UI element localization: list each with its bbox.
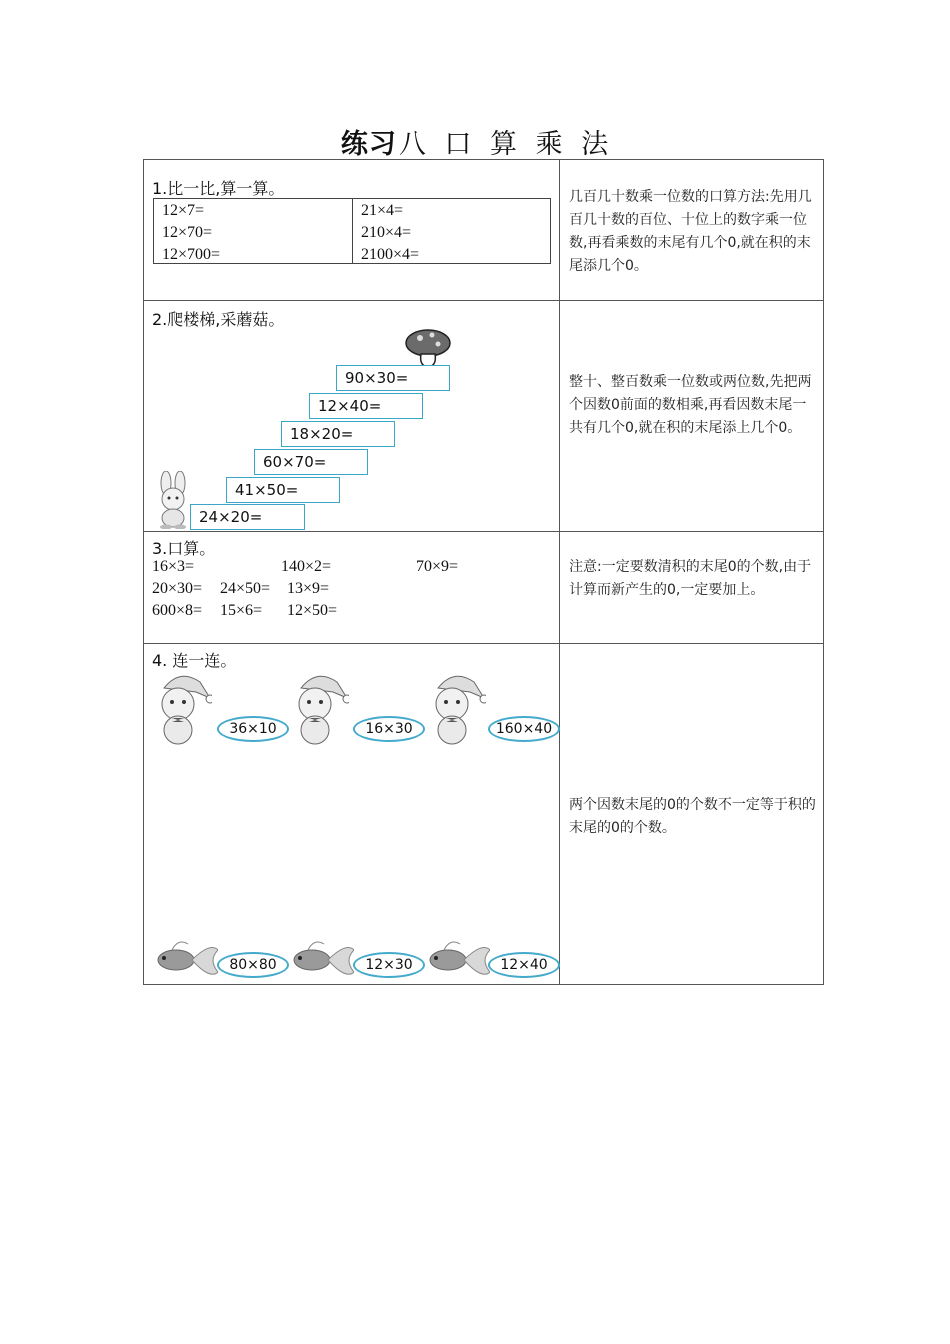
section-stairs	[144, 301, 559, 531]
mushroom-icon	[402, 326, 454, 370]
page-title	[0, 122, 950, 161]
section-4-heading: 4. 连一连。	[152, 651, 237, 670]
calc-item: 70×9=	[416, 558, 459, 575]
compare-item: 210×4=	[361, 224, 412, 241]
factor-oval[interactable]: 12×40	[488, 952, 560, 978]
stair-step: 18×20=	[281, 421, 395, 447]
stair-step: 60×70=	[254, 449, 368, 475]
title-bold: 练习	[340, 129, 397, 160]
section-2-heading: 2.爬楼梯,采蘑菇。	[152, 310, 285, 329]
stair-step: 90×30=	[336, 365, 450, 391]
kitten-icon	[150, 668, 212, 746]
goldfish-icon	[154, 936, 218, 982]
kitten-icon	[287, 668, 349, 746]
compare-box	[153, 198, 551, 264]
calc-item: 600×8=	[152, 602, 203, 619]
exercise-table	[143, 159, 824, 985]
compare-right-column	[361, 200, 419, 266]
rabbit-icon	[150, 471, 198, 529]
calc-item: 12×50=	[287, 602, 338, 619]
title-rest: 八 口 算 乘 法	[398, 129, 610, 160]
tip-4: 两个因数末尾的0的个数不一定等于积的末尾的0的个数。	[569, 797, 816, 836]
calc-item: 20×30=	[152, 580, 203, 597]
compare-item: 12×70=	[162, 224, 213, 241]
product-oval[interactable]: 160×40	[488, 716, 560, 742]
section-mental-math	[144, 532, 559, 643]
stair-step: 41×50=	[226, 477, 340, 503]
compare-left-column	[162, 200, 220, 266]
product-oval[interactable]: 16×30	[353, 716, 425, 742]
tip-3: 注意:一定要数清积的末尾0的个数,由于计算而新产生的0,一定要加上。	[569, 559, 812, 598]
kitten-icon	[424, 668, 486, 746]
section-1-heading: 1.比一比,算一算。	[152, 179, 285, 198]
stair-step: 24×20=	[190, 504, 305, 530]
goldfish-icon	[426, 936, 490, 982]
stair-step: 12×40=	[309, 393, 423, 419]
tip-2: 整十、整百数乘一位数或两位数,先把两个因数0前面的数相乘,再看因数末尾一共有几个0,就在积的末尾添上几个0。	[569, 374, 812, 436]
factor-oval[interactable]: 12×30	[353, 952, 425, 978]
compare-item: 12×700=	[162, 246, 221, 263]
compare-item: 21×4=	[361, 202, 404, 219]
column-divider	[559, 160, 560, 984]
compare-item: 12×7=	[162, 202, 205, 219]
calc-item: 13×9=	[287, 580, 330, 597]
compare-item: 2100×4=	[361, 246, 420, 263]
factor-oval[interactable]: 80×80	[217, 952, 289, 978]
section-compare	[144, 160, 559, 300]
section-3-heading: 3.口算。	[152, 539, 216, 558]
compare-divider	[352, 199, 353, 263]
calc-item: 16×3=	[152, 558, 195, 575]
calc-item: 24×50=	[220, 580, 271, 597]
tip-1: 几百几十数乘一位数的口算方法:先用几百几十数的百位、十位上的数字乘一位数,再看乘数的末尾有几个0,就在积的末尾添几个0。	[569, 189, 812, 274]
calc-item: 15×6=	[220, 602, 263, 619]
section-match	[144, 644, 559, 984]
product-oval[interactable]: 36×10	[217, 716, 289, 742]
calc-item: 140×2=	[281, 558, 332, 575]
goldfish-icon	[290, 936, 354, 982]
